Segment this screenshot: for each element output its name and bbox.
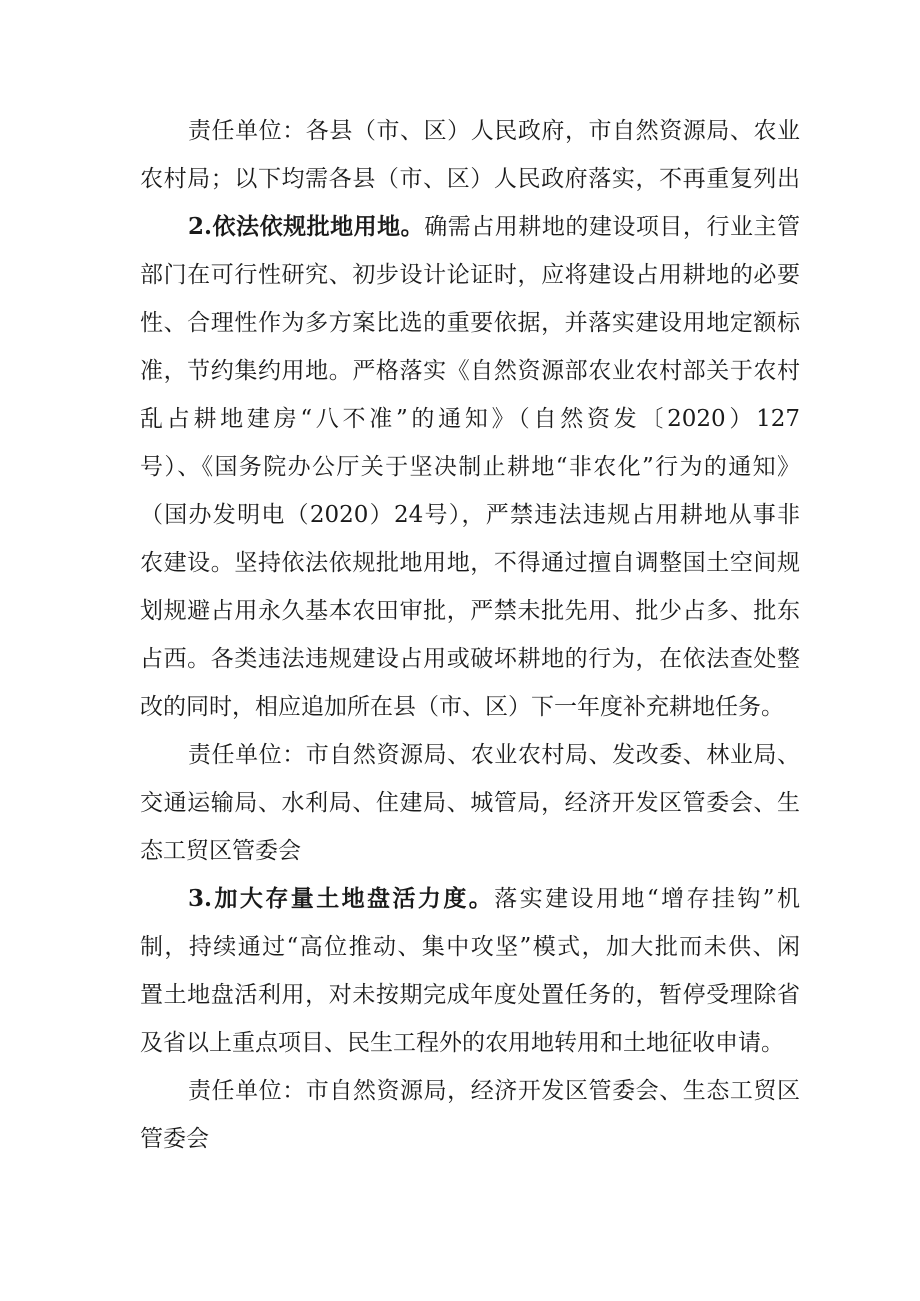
- section-2-line-10: 占西。各类违法违规建设占用或破坏耕地的行为，在依法查处整: [140, 646, 800, 672]
- responsibility-paragraph-3-line-2: 管委会: [140, 1126, 209, 1152]
- responsibility-paragraph-2-line-2: 交通运输局、水利局、住建局、城管局，经济开发区管委会、生: [140, 790, 800, 816]
- responsibility-paragraph-3-line-1: 责任单位：市自然资源局，经济开发区管委会、生态工贸区: [188, 1078, 800, 1104]
- section-3-line-1-body: 落实建设用地“增存挂钩”机: [494, 886, 800, 912]
- section-2-line-2: 部门在可行性研究、初步设计论证时，应将建设占用耕地的必要: [140, 262, 800, 288]
- section-3-line-2: 制，持续通过“高位推动、集中攻坚”模式，加大批而未供、闲: [140, 934, 800, 960]
- section-2-line-1-body: 确需占用耕地的建设项目，行业主管: [424, 214, 801, 240]
- section-2-line-11: 改的同时，相应追加所在县（市、区）下一年度补充耕地任务。: [140, 694, 784, 720]
- section-2-line-9: 划规避占用永久基本农田审批，严禁未批先用、批少占多、批东: [140, 598, 800, 624]
- section-2-line-7: （国办发明电（2020）24号），严禁违法违规占用耕地从事非: [140, 502, 800, 528]
- section-3-heading: 3.加大存量土地盘活力度。: [188, 885, 495, 912]
- section-2-line-3: 性、合理性作为多方案比选的重要依据，并落实建设用地定额标: [140, 310, 800, 336]
- section-2-line-6: 号）、《国务院办公厅关于坚决制止耕地“非农化”行为的通知》: [140, 454, 800, 480]
- section-2-line-4: 准，节约集约用地。严格落实《自然资源部农业农村部关于农村: [140, 358, 800, 384]
- responsibility-paragraph-2-line-1: 责任单位：市自然资源局、农业农村局、发改委、林业局、: [188, 742, 800, 768]
- section-3-line-3: 置土地盘活利用，对未按期完成年度处置任务的，暂停受理除省: [140, 982, 800, 1008]
- section-3-line-4: 及省以上重点项目、民生工程外的农用地转用和土地征收申请。: [140, 1030, 784, 1056]
- responsibility-paragraph-1-line-2: 农村局；以下均需各县（市、区）人民政府落实，不再重复列出: [140, 166, 800, 192]
- section-2-heading: 2.依法依规批地用地。: [188, 213, 425, 240]
- section-2-first-line: [188, 203, 800, 251]
- section-2-line-8: 农建设。坚持依法依规批地用地，不得通过擅自调整国土空间规: [140, 550, 800, 576]
- section-2-line-5: 乱占耕地建房“八不准”的通知》（自然资发〔2020）127: [140, 406, 800, 432]
- section-3-first-line: [188, 875, 800, 923]
- responsibility-paragraph-1-line-1: 责任单位：各县（市、区）人民政府，市自然资源局、农业: [188, 118, 800, 144]
- responsibility-paragraph-2-line-3: 态工贸区管委会: [140, 838, 301, 864]
